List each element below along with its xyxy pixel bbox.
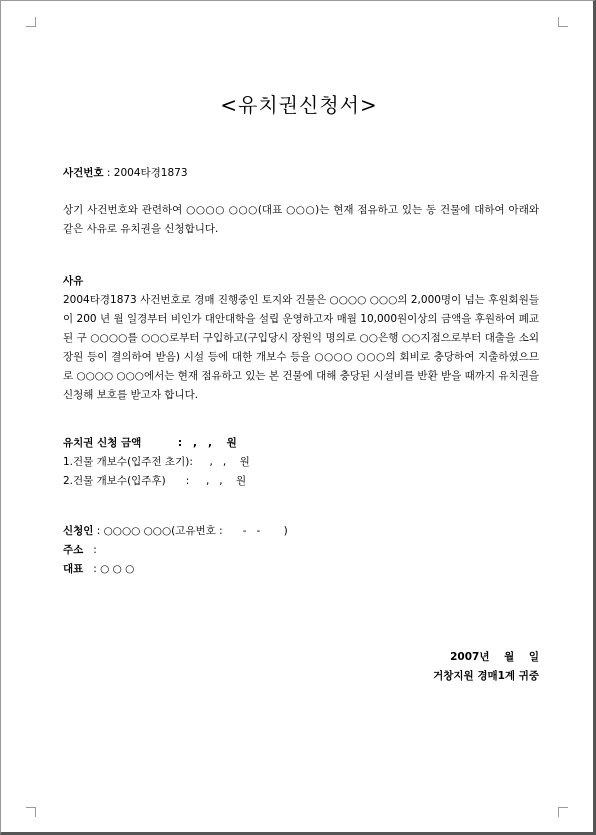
applicant-address-label: 주소 — [63, 544, 84, 556]
case-number-label: 사건번호 — [63, 167, 104, 179]
claim-amount-row: 2.건물 개보수(입주후) : , , 원 — [63, 475, 247, 487]
intro-paragraph: 상기 사건번호와 관련하여 ○○○○ ○○○(대표 ○○○)는 현재 점유하고 있는 동 건물에 대하여 아래와 같은 사유로 유치권을 신청합니다. — [63, 204, 539, 235]
claim-amount-row: 1.건물 개보수(입주전 초기): , , 원 — [63, 456, 250, 468]
applicant-representative-row — [63, 560, 288, 579]
document-footer — [301, 648, 539, 686]
recipient-court: 거창지원 경매1계 귀중 — [433, 670, 539, 682]
case-number-line — [63, 164, 188, 183]
applicant-address-row — [63, 541, 288, 560]
applicant-name-value: : ○○○○ ○○○(고유번호 : - - ) — [93, 525, 288, 537]
case-number-value: : 2004타경1873 — [103, 167, 188, 179]
applicant-address-value: : — [83, 544, 97, 556]
applicant-name-label: 신청인 — [63, 525, 94, 537]
applicant-representative-value: : ○ ○ ○ — [83, 563, 135, 575]
page-corner-mark — [558, 17, 568, 27]
document-title: <유치권신청서> — [220, 93, 378, 117]
reason-paragraph: 2004타경1873 사건번호로 경매 진행중인 토지와 건물은 ○○○○ ○○○의 2,000명이 넘는 후원회원들이 200 년 월 일경부터 비인가 대안대학을 설립 운영하고자 매월 10,000원이상의 금액을 후원하여 폐교된 구 ○○○○를 ○○○로부터 구입하고(구입당시 장원익 명의로 ○○은행 ○○지점으로부터 대출을 소외 장원 등이 결의하여 받음) 시설 등에 대한 개보수 등을 ○○○○ ○○○의 회비로 충당하여 지출하였으므로 ○○○○ ○○○에서는 현재 점유하고 있는 본 건물에 대해 충당된 시설비를 반환 받을 때까지 유치권을 신청해 보호를 받고자 합니다. — [63, 294, 540, 401]
page-corner-mark — [26, 17, 36, 27]
applicant-representative-label: 대표 — [63, 563, 84, 575]
page-corner-mark — [26, 807, 36, 817]
reason-heading: 사유 — [63, 275, 84, 287]
claim-amount-heading: 유치권 신청 금액 : , , 원 — [63, 437, 237, 449]
applicant-section — [63, 522, 288, 579]
filing-date: 2007년 월 일 — [450, 651, 539, 663]
page-corner-mark — [558, 807, 568, 817]
claim-amount-section — [63, 434, 250, 491]
applicant-name-row — [63, 522, 288, 541]
